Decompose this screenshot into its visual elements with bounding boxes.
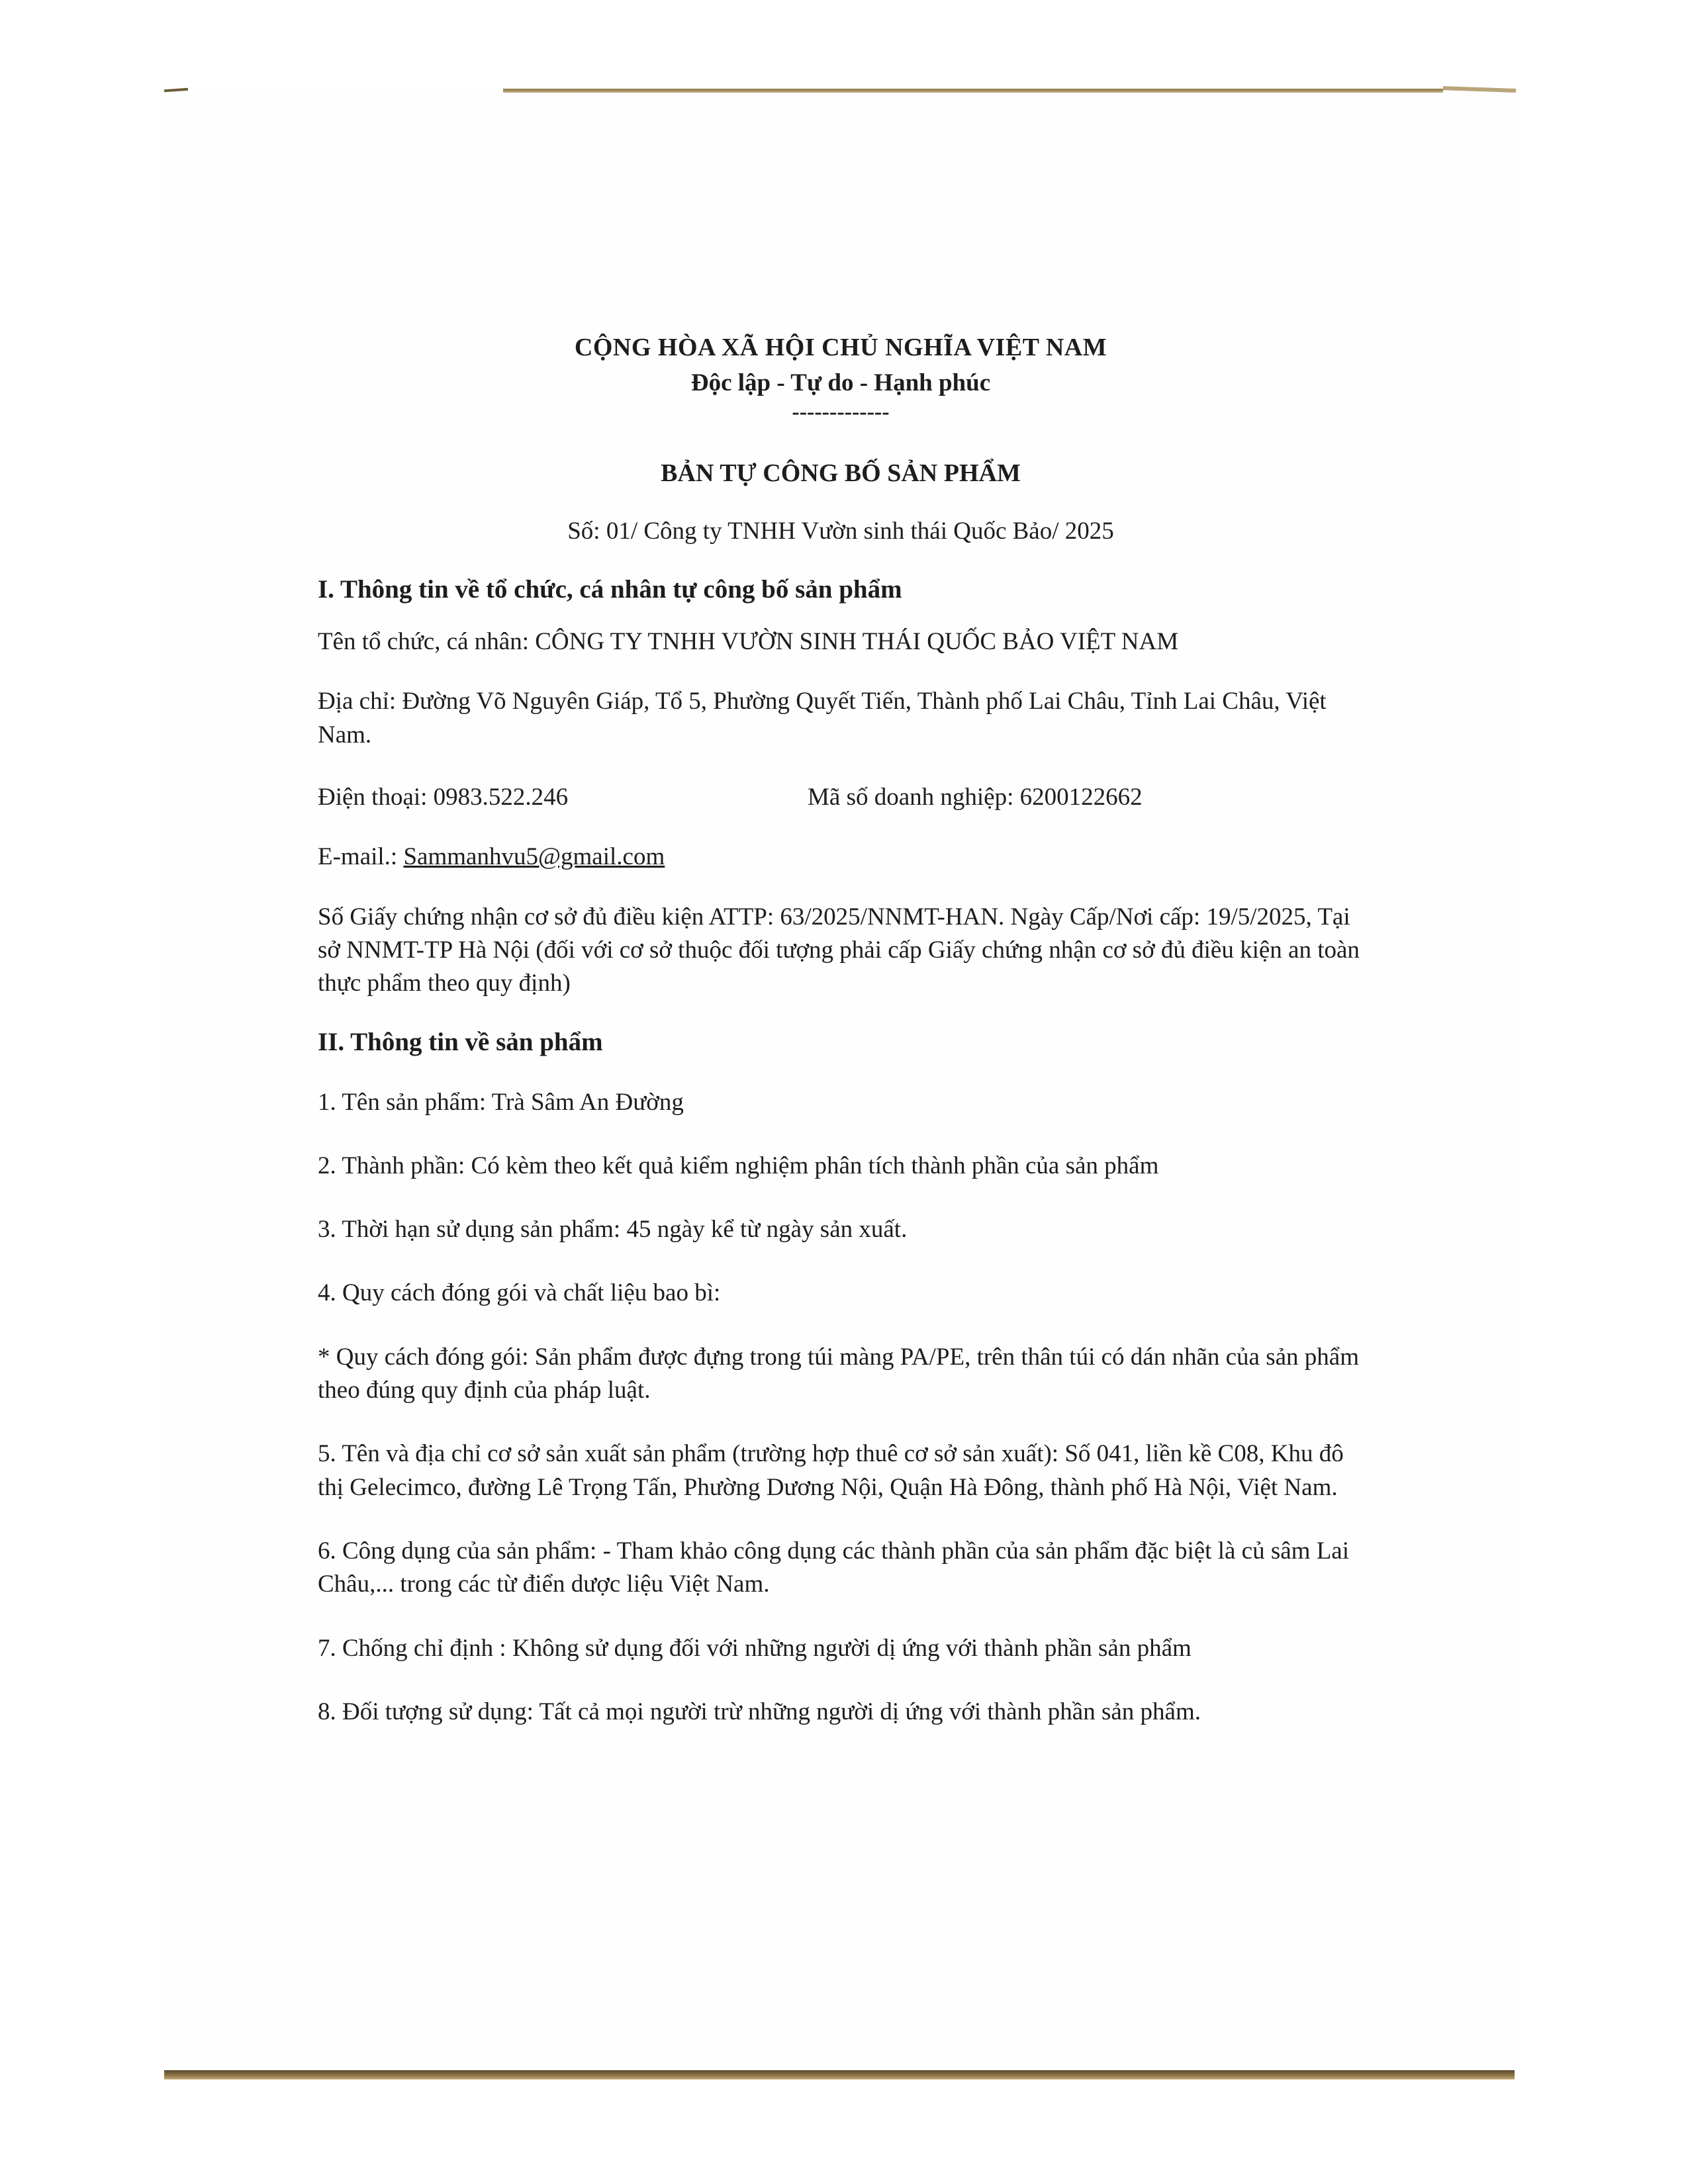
- national-motto: Độc lập - Tự do - Hạnh phúc: [690, 369, 991, 396]
- paper-edge-bottom: [164, 2070, 1515, 2079]
- address: Địa chỉ: Đường Võ Nguyên Giáp, Tổ 5, Phường Quyết Tiến, Thành phố Lai Châu, Tỉnh Lai Châu, Việt Nam.: [318, 688, 1327, 749]
- business-code: Mã số doanh nghiệp: 6200122662: [808, 783, 1143, 811]
- email-label: E-mail.:: [318, 843, 404, 871]
- header-separator: -------------: [792, 399, 890, 424]
- document-body: [318, 331, 1364, 1729]
- section-1-heading: I. Thông tin về tổ chức, cá nhân tự công bố sản phẩm: [318, 574, 902, 604]
- list-item: 1. Tên sản phẩm: Trà Sâm An Đường: [318, 1088, 684, 1116]
- list-item: 4. Quy cách đóng gói và chất liệu bao bì:: [318, 1279, 721, 1307]
- national-title: CỘNG HÒA XÃ HỘI CHỦ NGHĨA VIỆT NAM: [574, 334, 1107, 361]
- list-item: 8. Đối tượng sử dụng: Tất cả mọi người trừ những người dị ứng với thành phần sản phẩm.: [318, 1698, 1201, 1725]
- contact-row: [318, 781, 1364, 814]
- phone: Điện thoại: 0983.522.246: [318, 783, 569, 811]
- list-item: * Quy cách đóng gói: Sản phẩm được đựng trong túi màng PA/PE, trên thân túi có dán nhãn của sản phẩm theo đúng quy định của pháp luật.: [318, 1343, 1359, 1404]
- list-item: 7. Chống chỉ định : Không sử dụng đối với những người dị ứng với thành phần sản phẩm: [318, 1634, 1192, 1662]
- email-link[interactable]: Sammanhvu5@gmail.com: [403, 843, 665, 871]
- email-line: [318, 841, 1364, 874]
- organization-name: Tên tổ chức, cá nhân: CÔNG TY TNHH VƯỜN SINH THÁI QUỐC BẢO VIỆT NAM: [318, 628, 1179, 655]
- list-item: 2. Thành phần: Có kèm theo kết quả kiểm nghiệm phân tích thành phần của sản phẩm: [318, 1152, 1159, 1179]
- product-info-list: [318, 1086, 1364, 1729]
- paper-edge-top-left: [164, 88, 188, 93]
- list-item: 6. Công dụng của sản phẩm: - Tham khảo công dụng các thành phần của sản phẩm đặc biệt là củ sâm Lai Châu,... trong các từ điển dược liệu Việt Nam.: [318, 1537, 1349, 1598]
- food-safety-certificate: Số Giấy chứng nhận cơ sở đủ điều kiện ATTP: 63/2025/NNMT-HAN. Ngày Cấp/Nơi cấp: 19/5/2025, Tại sở NNMT-TP Hà Nội (đối với cơ sở thuộc đối tượng phải cấp Giấy chứng nhận cơ sở đủ điều kiện an toàn thực phẩm theo quy định): [318, 903, 1360, 997]
- section-2-heading: II. Thông tin về sản phẩm: [318, 1027, 603, 1056]
- paper-edge-top-right: [1443, 86, 1516, 93]
- document-title: BẢN TỰ CÔNG BỐ SẢN PHẨM: [661, 459, 1021, 487]
- list-item: 5. Tên và địa chỉ cơ sở sản xuất sản phẩm (trường hợp thuê cơ sở sản xuất): Số 041, liền kề C08, Khu đô thị Gelecimco, đường Lê Trọng Tấn, Phường Dương Nội, Quận Hà Đông, thành phố Hà Nội, Việt Nam.: [318, 1440, 1344, 1501]
- list-item: 3. Thời hạn sử dụng sản phẩm: 45 ngày kể từ ngày sản xuất.: [318, 1216, 908, 1244]
- document-number: Số: 01/ Công ty TNHH Vườn sinh thái Quốc Bảo/ 2025: [567, 517, 1114, 545]
